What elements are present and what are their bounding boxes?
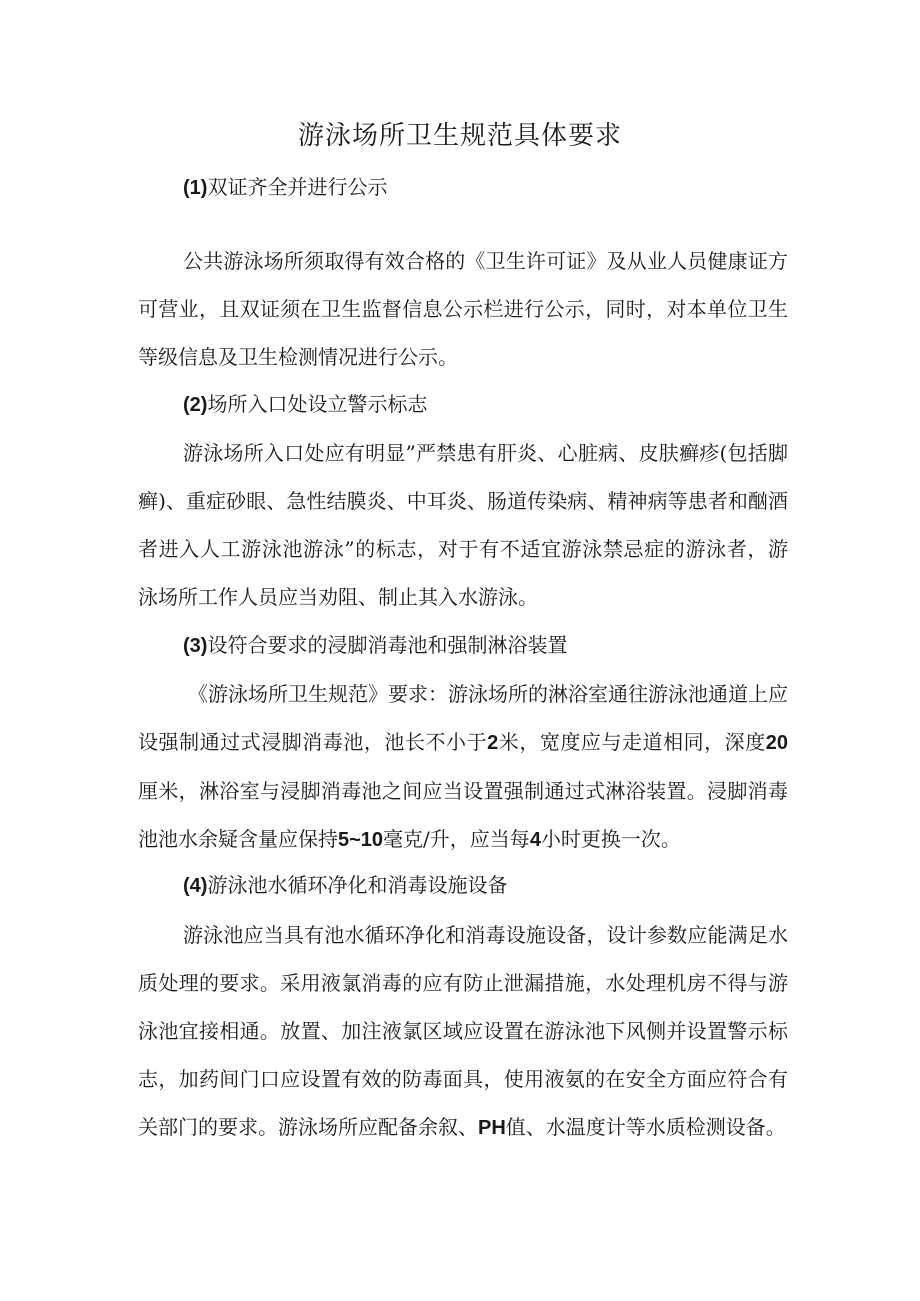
section-2-heading-text: 场所入口处设立警示标志 [207, 392, 428, 416]
section-2-heading [183, 389, 427, 420]
section-4-heading [183, 870, 507, 901]
section-1-heading-text: 双证齐全并进行公示 [207, 175, 388, 199]
section-4-heading-text: 游泳池水循环净化和消毒设施设备 [207, 873, 508, 897]
section-3-paragraph: 《游泳场所卫生规范》要求：游泳场所的淋浴室通往游泳池通道上应设强制通过式浸脚消毒池，池长不小于2米，宽度应与走道相同，深度20厘米，淋浴室与浸脚消毒池之间应当设置强制通过式淋浴装置。浸脚消毒池池水余疑含量应保持5~10毫克/升，应当每4小时更换一次。 [138, 682, 789, 851]
section-3-number: (3) [183, 635, 208, 657]
section-3-heading-text: 设符合要求的浸脚消毒池和强制淋浴装置 [207, 633, 568, 657]
section-1-paragraph: 公共游泳场所须取得有效合格的《卫生许可证》及从业人员健康证方可营业，且双证须在卫生监督信息公示栏进行公示，同时，对本单位卫生等级信息及卫生检测情况进行公示。 [138, 249, 788, 369]
section-3-heading [183, 630, 567, 661]
section-2-paragraph: 游泳场所入口处应有明显”严禁患有肝炎、心脏病、皮肤癣疹(包括脚癣)、重症砂眼、急性结膜炎、中耳炎、肠道传染病、精神病等患者和酗酒者进入人工游泳池游泳”的标志，对于有不适宜游泳禁忌症的游泳者，游泳场所工作人员应当劝阻、制止其入水游泳。 [138, 441, 788, 609]
section-4-number: (4) [183, 875, 208, 897]
section-4-paragraph: 游泳池应当具有池水循环净化和消毒设施设备，设计参数应能满足水质处理的要求。采用液氯消毒的应有防止泄漏措施，水处理机房不得与游泳池宜接相通。放置、加注液氯区域应设置在游泳池下风侧并设置警示标志，加药间门口应设置有效的防毒面具，使用液氨的在安全方面应符合有关部门的要求。游泳场所应配备余叙、PH值、水温度计等水质检测设备。 [138, 923, 788, 1139]
section-2-number: (2) [183, 394, 208, 416]
document-title: 游泳场所卫生规范具体要求 [297, 121, 622, 151]
section-1-heading [183, 172, 387, 203]
section-1-number: (1) [183, 177, 208, 199]
